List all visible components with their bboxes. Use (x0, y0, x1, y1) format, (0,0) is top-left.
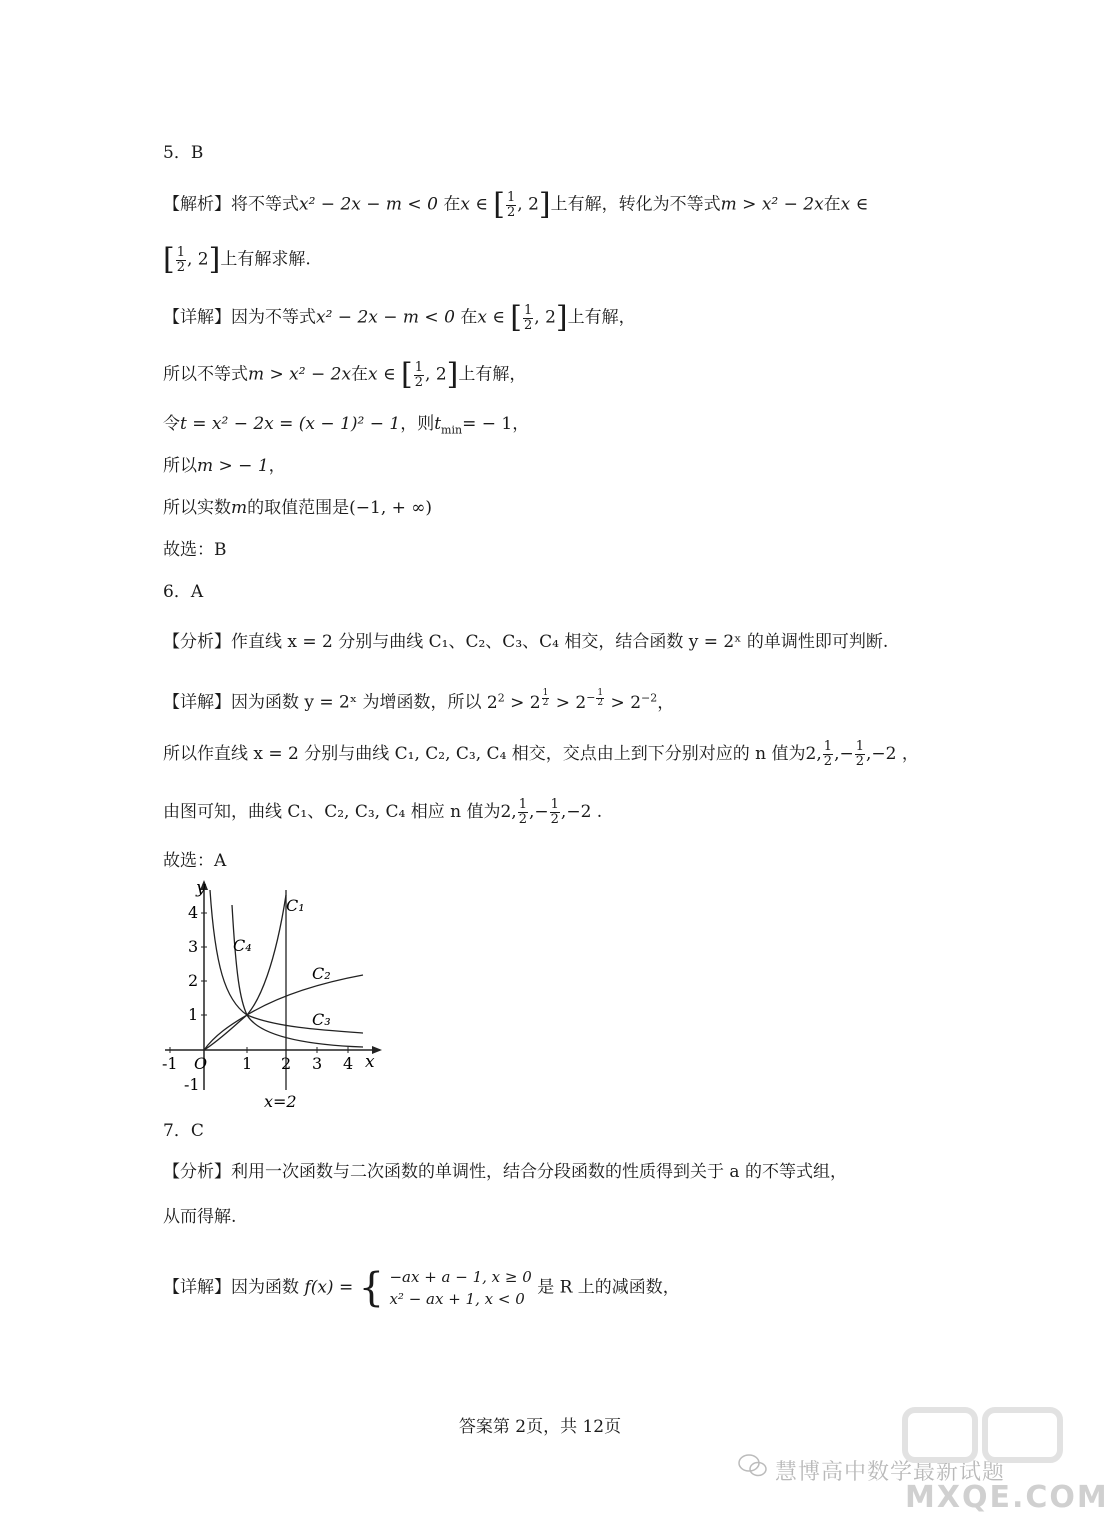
origin-label: O (194, 1054, 208, 1073)
min-subscript: min (441, 423, 463, 437)
text: 在 (351, 364, 369, 385)
fraction: $\frac{1}{2}$ (176, 244, 185, 275)
text: 在 (443, 194, 461, 215)
text: 在 (460, 307, 478, 328)
q6-answer: 6．A (163, 582, 204, 602)
text: 上有解， (567, 307, 636, 328)
q5-analysis-cont: [ $\frac{1}{2}$ , 2]上有解求解. (163, 242, 311, 277)
x2-label: x=2 (264, 1092, 297, 1111)
x-tick-neg1: -1 (162, 1054, 178, 1073)
value: ,−2 . (560, 802, 603, 822)
t-var: t (434, 414, 442, 434)
q5-detail-3 (163, 412, 529, 442)
q5-answer: 5．B (163, 143, 204, 163)
watermark-account: 慧博高中数学最新试题 (775, 1460, 1006, 1485)
wechat-icon (738, 1453, 768, 1479)
fraction: $\frac{1}{2}$ (507, 189, 516, 220)
power-chain: $2^2 > 2$ $^{\frac{1}{2}}$ > $2^{- \frac{1}{2}}$ > $2^{-2}$， (486, 687, 675, 713)
tmin-value: = − 1 (462, 414, 513, 434)
analysis-tag: 【分析】 (163, 632, 231, 652)
q5-detail-4 (163, 454, 286, 478)
inequality: m > x² − 2x (248, 364, 352, 385)
piecewise-cases (389, 1266, 531, 1310)
interval-right: , 2 (534, 307, 556, 328)
q5-choice: 故选：B (163, 540, 227, 560)
detail-tag: 【详解】 (163, 692, 231, 713)
analysis-tag: 【分析】 (163, 1162, 231, 1182)
text: ， (268, 456, 286, 476)
y-tick-3: 3 (188, 937, 199, 956)
x-tick-3: 3 (312, 1054, 323, 1073)
x-tick-4: 4 (343, 1054, 354, 1073)
text: 所以实数 (163, 498, 231, 518)
case-1: −ax + a − 1, x ≥ 0 (389, 1268, 532, 1286)
fraction: $\frac{1}{2}$ (414, 359, 424, 390)
function-graph (160, 875, 390, 1115)
q6-choice: 故选：A (163, 851, 227, 871)
q7-answer: 7．C (163, 1121, 204, 1141)
m-inequality: m > − 1 (197, 456, 269, 476)
watermark-site: MXQE.COM (905, 1480, 1109, 1515)
set-symbol: x ∈ (368, 364, 396, 385)
curve-c1 (204, 895, 286, 1050)
inequality: m > x² − 2x (720, 194, 824, 215)
text: 上有解， (458, 364, 527, 385)
value: 2, (805, 744, 822, 764)
value: ,− (834, 744, 854, 764)
text: 是 R 上的减函数， (537, 1277, 680, 1298)
text: ， (512, 414, 530, 434)
q6-analysis (163, 630, 888, 654)
y-tick-4: 4 (188, 903, 199, 922)
detail-tag: 【详解】 (163, 1277, 231, 1298)
q6-detail-2 (163, 740, 919, 769)
set-symbol: x ∈ (460, 194, 488, 215)
text: 所以作直线 x = 2 分别与曲线 C₁, C₂, C₃, C₄ 相交，交点由上到下分别对应的 n 值为 (163, 744, 806, 764)
text: 所以不等式 (163, 364, 248, 385)
q5-detail-5 (163, 496, 432, 520)
fraction: $\frac{1}{2}$ (524, 302, 533, 333)
inequality: x² − 2x − m < 0 (299, 194, 438, 215)
text: 将不等式 (231, 194, 299, 215)
value: ,− (528, 802, 549, 822)
watermark-logo (900, 1400, 1070, 1470)
value: 2, (500, 802, 517, 822)
interval-right: , 2 (425, 364, 447, 385)
text: 利用一次函数与二次函数的单调性，结合分段函数的性质得到关于 a 的不等式组， (231, 1162, 847, 1182)
c1-label: C₁ (286, 896, 305, 915)
set-symbol: x ∈ (840, 194, 869, 215)
c4-label: C₄ (233, 936, 252, 955)
text: 令 (163, 414, 180, 434)
m-var: m (231, 498, 248, 518)
y-tick-2: 2 (188, 971, 199, 990)
text: 所以 (163, 456, 197, 476)
y-tick-neg1: -1 (184, 1075, 200, 1094)
set-symbol: x ∈ (477, 307, 505, 328)
interval-right: , 2 (517, 194, 539, 215)
x-tick-1: 1 (242, 1054, 253, 1073)
interval-right: , 2 (187, 249, 209, 270)
text: 作直线 x = 2 分别与曲线 C₁、C₂、C₃、C₄ 相交，结合函数 y = 2ˣ 的单调性即可判断. (231, 632, 889, 652)
q5-detail-1: 【详解】因为不等式x² − 2x − m < 0 在x ∈ [ $\frac{1}{2}$ , 2]上有解， (163, 300, 636, 335)
q7-detail: 【详解】因为函数 f(x) = { −ax + a − 1, x ≥ 0 x² − ax + 1, x < 0 是 R 上的减函数， (163, 1265, 680, 1311)
x-label: x (365, 1052, 375, 1072)
fraction: $\frac{1}{2}$ (823, 739, 833, 769)
curve-c2 (204, 975, 363, 1050)
text: 的取值范围是 (247, 498, 350, 518)
analysis-tag: 【解析】 (163, 194, 231, 215)
t-expression: t = x² − 2x = (x − 1)² − 1 (180, 414, 401, 434)
fraction: $\frac{1}{2}$ (855, 739, 864, 769)
y-label: y (196, 878, 206, 898)
page-footer: 答案第 2页，共 12页 (458, 1417, 622, 1437)
text: 上有解求解. (220, 249, 311, 270)
detail-tag: 【详解】 (163, 307, 231, 328)
q6-detail-3 (163, 798, 602, 827)
case-2: x² − ax + 1, x < 0 (389, 1290, 525, 1308)
text: 由图可知，曲线 C₁、C₂, C₃, C₄ 相应 n 值为 (163, 802, 501, 822)
x-tick-2: 2 (281, 1054, 292, 1073)
c3-label: C₃ (312, 1010, 331, 1029)
fraction: $\frac{1}{2}$ (518, 797, 527, 827)
c2-label: C₂ (312, 964, 331, 983)
q5-detail-2: 所以不等式m > x² − 2x在x ∈ [ $\frac{1}{2}$ , 2]上有解， (163, 357, 527, 392)
inequality: x² − 2x − m < 0 (316, 307, 455, 328)
value: ,−2 ， (866, 744, 919, 764)
text: 在 (823, 194, 841, 215)
text: 因为不等式 (231, 307, 316, 328)
text: 上有解，转化为不等式 (550, 194, 721, 215)
curve-c4 (232, 905, 363, 1047)
q7-analysis-1 (163, 1160, 847, 1184)
range: (−1, + ∞) (349, 498, 433, 518)
q5-analysis: 【解析】将不等式x² − 2x − m < 0 在x ∈ [ $\frac{1}{2}$ , 2]上有解，转化为不等式m > x² − 2x在x ∈ (163, 187, 869, 222)
y-tick-1: 1 (188, 1005, 199, 1024)
text: 因为函数 y = 2ˣ 为增函数，所以 (231, 692, 482, 713)
q7-analysis-2: 从而得解. (163, 1207, 237, 1227)
text: ，则 (400, 414, 435, 434)
text: 因为函数 (231, 1277, 299, 1298)
function-fx: f(x) = (304, 1277, 354, 1298)
q6-detail-1 (163, 686, 674, 715)
fraction: $\frac{1}{2}$ (550, 797, 559, 827)
